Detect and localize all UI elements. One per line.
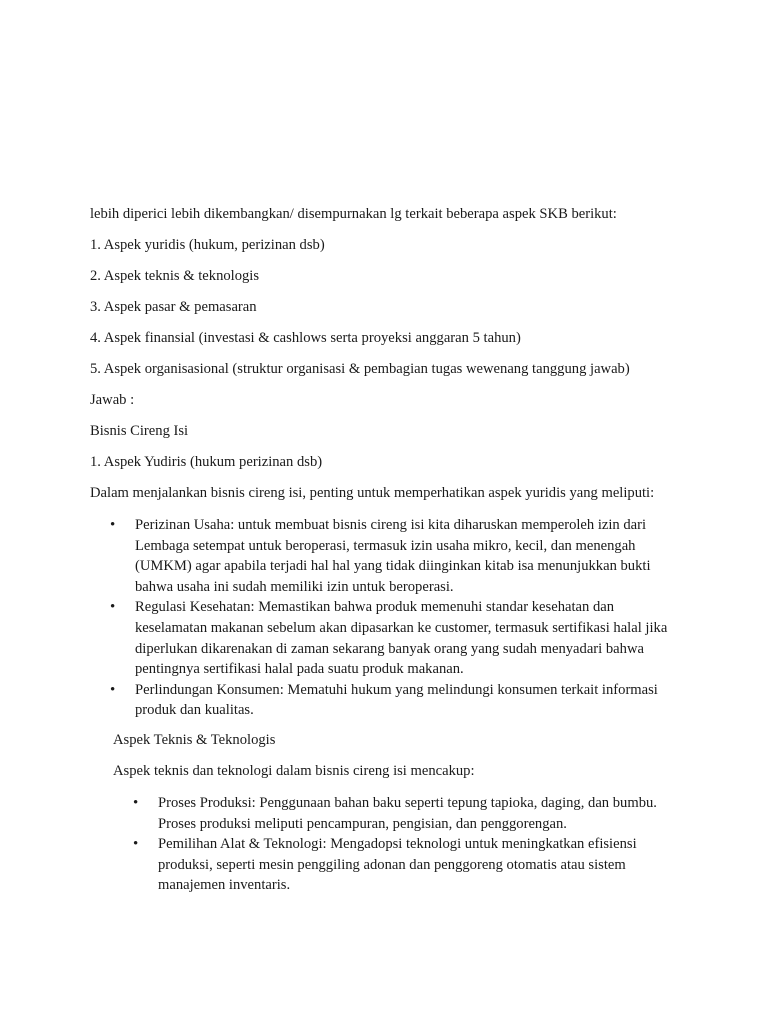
- bullet-text: Proses Produksi: Penggunaan bahan baku seperti tepung tapioka, daging, dan bumbu. Proses produksi meliputi pencampuran, pengisian, dan penggorengan.: [158, 794, 657, 832]
- bullet-icon: •: [110, 599, 116, 616]
- bullet-item: [90, 597, 680, 679]
- document-body: [90, 205, 690, 906]
- section2-bullet-list: [90, 793, 690, 896]
- bullet-text: Pemilihan Alat & Teknologi: Mengadopsi teknologi untuk meningkatkan efisiensi produksi, seperti mesin penggiling adonan dan penggoreng otomatis atau sistem manajemen inventaris.: [158, 836, 637, 894]
- section2-heading: Aspek Teknis & Teknologis: [113, 731, 276, 748]
- business-title: Bisnis Cireng Isi: [90, 423, 189, 439]
- bullet-icon: •: [110, 681, 116, 698]
- aspect-item: 3. Aspek pasar & pemasaran: [90, 299, 257, 315]
- bullet-item: [90, 680, 680, 721]
- bullet-icon: •: [133, 836, 139, 853]
- bullet-text: Regulasi Kesehatan: Memastikan bahwa produk memenuhi standar kesehatan dan keselamatan makanan sebelum akan dipasarkan ke customer, termasuk sertifikasi halal jika diperlukan dikarenakan di zaman sekarang banyak orang yang sudah menyadari bahwa pentingnya sertifikasi halal pada suatu produk makanan.: [135, 599, 668, 678]
- bullet-text: Perlindungan Konsumen: Mematuhi hukum yang melindungi konsumen terkait informasi produk dan kualitas.: [135, 681, 658, 719]
- bullet-text: Perizinan Usaha: untuk membuat bisnis cireng isi kita diharuskan memperoleh izin dari Lembaga setempat untuk beroperasi, termasuk izin usaha mikro, kecil, dan menengah (UMKM) agar apabila terjadi hal hal yang tidak diinginkan kitab isa menunjukkan bukti bahwa usaha ini sudah memiliki izin untuk beroperasi.: [135, 517, 651, 595]
- answer-label: Jawab :: [90, 392, 135, 408]
- section1-intro: Dalam menjalankan bisnis cireng isi, penting untuk memperhatikan aspek yuridis yang meliputi:: [90, 485, 655, 501]
- bullet-item: [90, 834, 678, 896]
- intro-paragraph: lebih diperici lebih dikembangkan/ disempurnakan lg terkait beberapa aspek SKB berikut:: [90, 206, 617, 222]
- aspect-item: 1. Aspek yuridis (hukum, perizinan dsb): [90, 237, 325, 253]
- section1-heading: 1. Aspek Yudiris (hukum perizinan dsb): [90, 454, 323, 470]
- bullet-item: [90, 793, 678, 834]
- section2-intro: Aspek teknis dan teknologi dalam bisnis cireng isi mencakup:: [113, 762, 475, 779]
- bullet-icon: •: [110, 517, 116, 533]
- aspect-item: 5. Aspek organisasional (struktur organisasi & pembagian tugas wewenang tanggung jawab): [90, 361, 630, 377]
- section1-bullet-list: [90, 515, 690, 721]
- aspect-item: 2. Aspek teknis & teknologis: [90, 268, 260, 284]
- bullet-item: [90, 515, 680, 597]
- bullet-icon: •: [133, 794, 139, 811]
- aspect-item: 4. Aspek finansial (investasi & cashlows serta proyeksi anggaran 5 tahun): [90, 330, 521, 346]
